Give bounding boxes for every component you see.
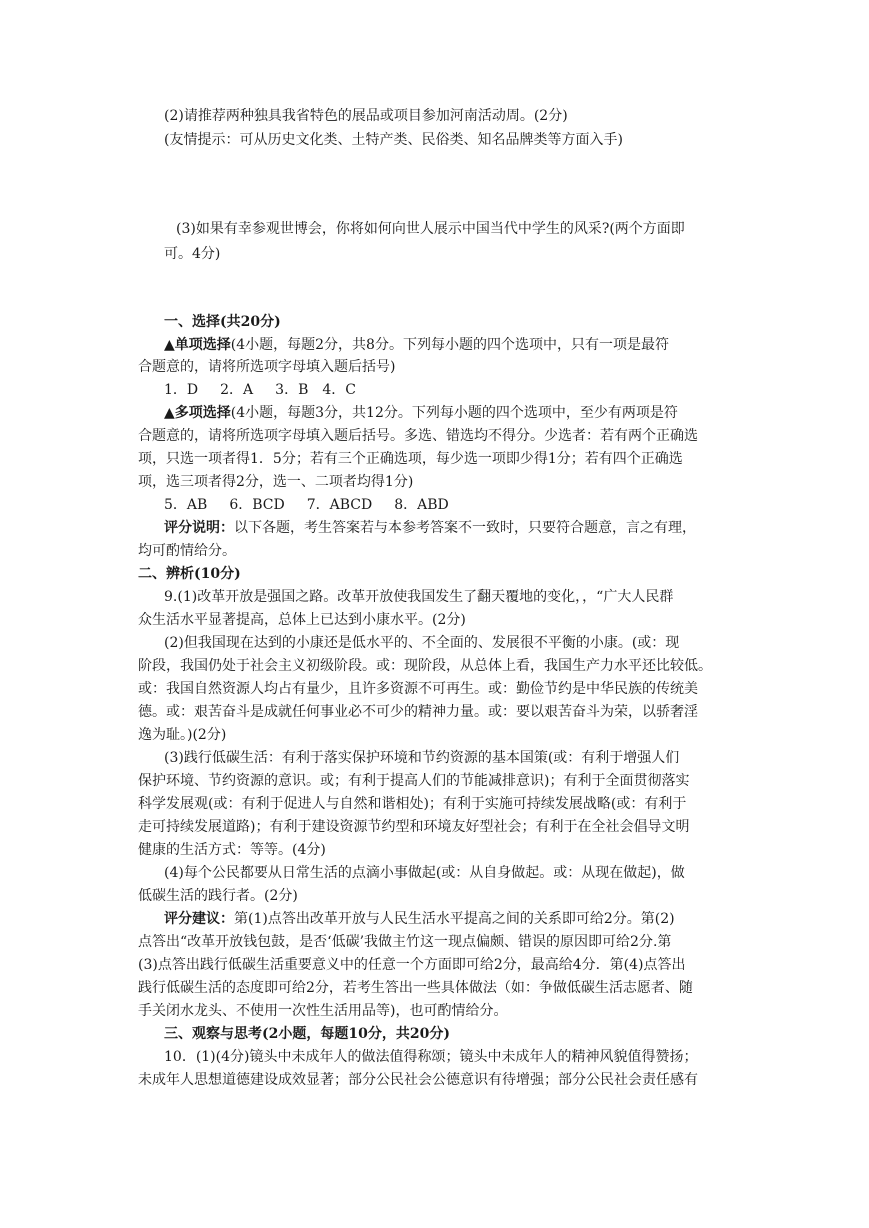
question-2: (2)请推荐两种独具我省特色的展品或项目参加河南活动周。(2分) [164, 108, 568, 124]
answer-5: 5．AB [164, 497, 208, 513]
scoring-advice-line-1 [164, 910, 675, 928]
q10-line-1: 10．(1)(4分)镜头中未成年人的做法值得称颂；镜头中未成年人的精神风貌值得赞扬； [164, 1049, 698, 1065]
single-choice-line-2: 合题意的，请将所选项字母填入题后括号) [138, 359, 396, 375]
q9-part2-line-2: 阶段，我国仍处于社会主义初级阶段。或：现阶段，从总体上看，我国生产力水平还比较低。 [138, 658, 712, 674]
question-3-line-1: (3)如果有幸参观世博会，你将如何向世人展示中国当代中学生的风采?(两个方面即 [176, 221, 685, 237]
scoring-advice-line-5: 手关闭水龙头、不使用一次性生活用品等)，也可酌情给分。 [138, 1003, 508, 1019]
answer-3: 3．B [275, 382, 309, 398]
scoring-note-line-2: 均可酌情给分。 [138, 543, 236, 559]
scoring-advice-line-4: 践行低碳生活的态度即可给2分，若考生答出一些具体做法（如：争做低碳生活志愿者、随 [138, 980, 693, 996]
answer-4: 4．C [322, 382, 356, 398]
scoring-advice-label: 评分建议： [164, 911, 234, 927]
scoring-note-label: 评分说明： [164, 520, 234, 536]
answer-6: 6．BCD [229, 497, 285, 513]
single-choice-label: ▲单项选择 [164, 337, 231, 353]
answer-7: 7．ABCD [306, 497, 373, 513]
q9-part3-line-1: (3)践行低碳生活：有利于落实保护环境和节约资源的基本国策(或：有利于增强人们 [164, 750, 680, 766]
answer-8: 8．ABD [394, 497, 449, 513]
scoring-note-text: 以下各题，考生答案若与本参考答案不一致时，只要符合题意，言之有理， [234, 520, 696, 536]
multi-choice-text: (4小题，每题3分，共12分。下列每小题的四个选项中，至少有两项是符 [230, 405, 678, 421]
q9-part1-line-1: 9.(1)改革开放是强国之路。改革开放使我国发生了翻天覆地的变化，，“广大人民群 [164, 589, 674, 605]
q9-part2-line-4: 德。或：艰苦奋斗是成就任何事业必不可少的精神力量。或：要以艰苦奋斗为荣，以骄奢淫 [138, 704, 698, 720]
q9-part3-line-3: 科学发展观(或：有利于促进人与自然和谐相处)；有利于实施可持续发展战略(或：有利于 [138, 796, 687, 812]
q10-line-2: 未成年人思想道德建设成效显著；部分公民社会公德意识有待增强；部分公民社会责任感有 [138, 1072, 698, 1088]
scoring-advice-text: 第(1)点答出改革开放与人民生活水平提高之间的关系即可给2分。第(2) [234, 911, 675, 927]
q9-part2-line-1: (2)但我国现在达到的小康还是低水平的、不全面的、发展很不平衡的小康。(或：现 [164, 635, 680, 651]
multi-choice-line-3: 项，只选一项者得1．5分；若有三个正确选项，每少选一项即少得1分；若有四个正确选 [138, 451, 683, 467]
q9-part4-line-2: 低碳生活的践行者。(2分) [138, 888, 298, 904]
section-2-heading: 二、辨析(10分) [138, 566, 241, 582]
single-choice-text: (4小题，每题2分，共8分。下列每小题的四个选项中，只有一项是最符 [230, 337, 669, 353]
section-1-heading: 一、选择(共20分) [164, 314, 281, 330]
q9-part3-line-5: 健康的生活方式：等等。(4分) [138, 842, 326, 858]
q9-part1-line-2: 众生活水平显著提高，总体上已达到小康水平。(2分) [138, 612, 466, 628]
q9-part3-line-2: 保护环境、节约资源的意识。或；有利于提高人们的节能减排意识)；有利于全面贯彻落实 [138, 773, 690, 789]
question-3-line-2: 可。4分) [164, 246, 221, 262]
multi-choice-line-2: 合题意的，请将所选项字母填入题后括号。多选、错选均不得分。少选者：若有两个正确选 [138, 428, 698, 444]
q9-part4-line-1: (4)每个公民都要从日常生活的点滴小事做起(或：从自身做起。或：从现在做起)，做 [164, 865, 685, 881]
single-choice-line-1 [164, 336, 669, 354]
q9-part3-line-4: 走可持续发展道路)；有利于建设资源节约型和环境友好型社会；有利于在全社会倡导文明 [138, 819, 690, 835]
scoring-advice-line-3: (3)点答出践行低碳生活重要意义中的任意一个方面即可给2分，最高给4分．第(4)点答出 [138, 957, 686, 973]
scoring-note-line-1 [164, 519, 696, 537]
section-3-heading: 三、观察与思考(2小题，每题10分，共20分) [164, 1026, 450, 1042]
scoring-advice-line-2: 点答出“改革开放钱包鼓，是否‘低碳’我做主竹这一现点偏颇、错误的原因即可给2分.第 [138, 934, 672, 950]
q9-part2-line-3: 或：我国自然资源人均占有量少，且许多资源不可再生。或：勤俭节约是中华民族的传统美 [138, 681, 698, 697]
answer-1: 1．D [164, 382, 199, 398]
multi-choice-line-4: 项，选三项者得2分，选一、二项者均得1分) [138, 474, 414, 490]
q9-part2-line-5: 逸为耻。)(2分) [138, 727, 227, 743]
multi-choice-line-1 [164, 404, 678, 422]
answer-2: 2．A [220, 382, 254, 398]
multi-choice-answers [164, 496, 449, 514]
multi-choice-label: ▲多项选择 [164, 405, 231, 421]
single-choice-answers [164, 381, 356, 399]
question-2-hint: (友情提示：可从历史文化类、土特产类、民俗类、知名品牌类等方面入手) [164, 132, 623, 148]
